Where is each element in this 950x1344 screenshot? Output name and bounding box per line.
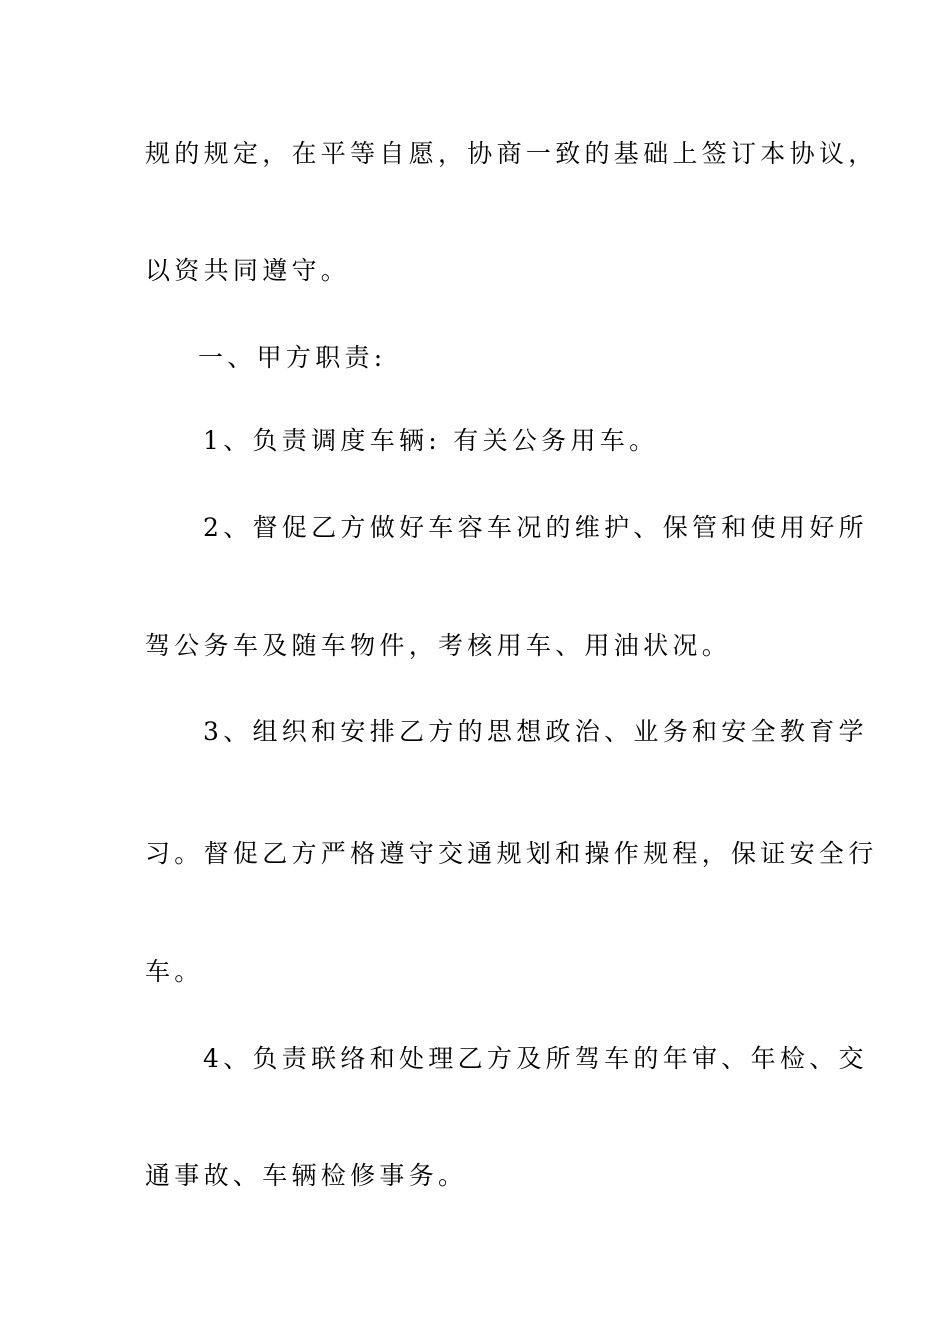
duty-item-2: 2、督促乙方做好车容车况的维护、保管和使用好所 bbox=[203, 513, 868, 542]
duty-item-3: 3、组织和安排乙方的思想政治、业务和安全教育学 bbox=[203, 717, 868, 746]
duty-item-1: 1、负责调度车辆: 有关公务用车。 bbox=[203, 426, 659, 455]
duty-item-3-continued: 习。督促乙方严格遵守交通规划和操作规程，保证安全行 bbox=[145, 839, 878, 868]
duty-item-4: 4、负责联络和处理乙方及所驾车的年审、年检、交 bbox=[203, 1044, 868, 1073]
paragraph-line-2: 以资共同遵守。 bbox=[145, 256, 351, 285]
section-heading-party-a-duties: 一、甲方职责: bbox=[198, 343, 387, 372]
paragraph-line-1: 规的规定，在平等自愿，协商一致的基础上签订本协议， bbox=[145, 139, 878, 168]
duty-item-2-continued: 驾公务车及随车物件，考核用车、用油状况。 bbox=[145, 631, 732, 660]
duty-item-3-end: 车。 bbox=[145, 957, 204, 986]
duty-item-4-continued: 通事故、车辆检修事务。 bbox=[145, 1161, 468, 1190]
